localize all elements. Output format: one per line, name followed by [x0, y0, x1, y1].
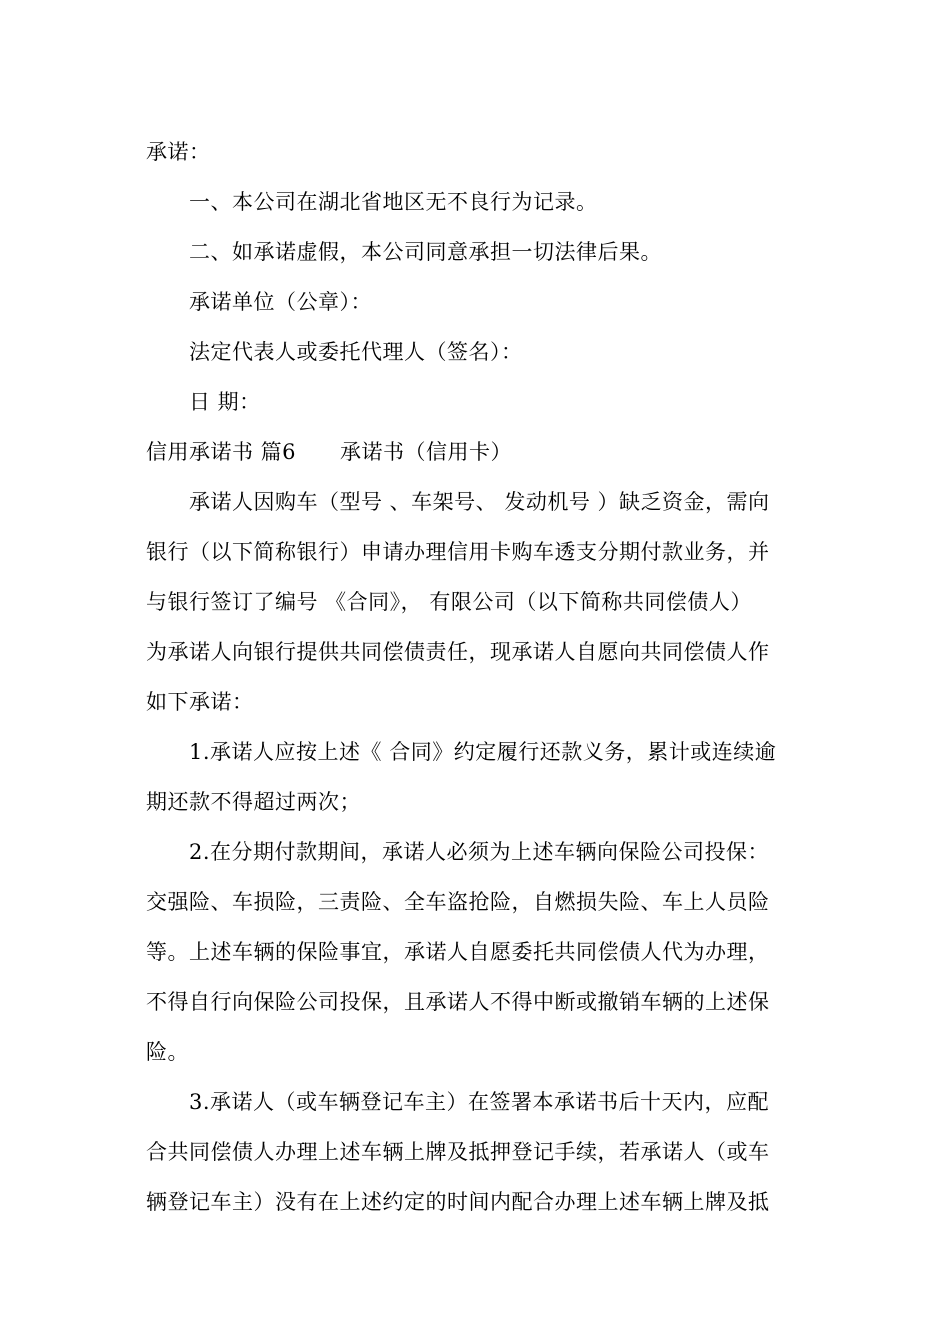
seal-line: 承诺单位（公章）：: [189, 290, 372, 314]
signature-line: 法定代表人或委托代理人（签名）：: [189, 340, 523, 364]
body-line: 与银行签订了编号 《合同》， 有限公司（以下简称共同偿债人）: [146, 590, 752, 614]
item-two-line: 等。上述车辆的保险事宜，承诺人自愿委托共同偿债人代为办理，: [146, 940, 770, 964]
item-three-line: 3.承诺人（或车辆登记车主）在签署本承诺书后十天内，应配: [189, 1090, 770, 1114]
clause-one: 一、本公司在湖北省地区无不良行为记录。: [189, 190, 598, 214]
item-two-line: 不得自行向保险公司投保，且承诺人不得中断或撤销车辆的上述保: [146, 990, 770, 1014]
body-line: 承诺人因购车（型号 、车架号、 发动机号 ）缺乏资金，需向: [189, 490, 770, 514]
body-line: 为承诺人向银行提供共同偿债责任，现承诺人自愿向共同偿债人作: [146, 640, 770, 664]
item-one-line: 期还款不得超过两次；: [146, 790, 361, 814]
commitment-label: 承诺：: [146, 140, 211, 164]
section-heading-left: 信用承诺书 篇6: [146, 440, 297, 464]
item-three-line: 辆登记车主）没有在上述约定的时间内配合办理上述车辆上牌及抵: [146, 1190, 770, 1214]
body-line: 如下承诺：: [146, 690, 254, 714]
item-two-line: 险。: [146, 1040, 189, 1064]
item-two-line: 交强险、车损险，三责险、全车盗抢险，自燃损失险、车上人员险: [146, 890, 770, 914]
clause-two: 二、如承诺虚假，本公司同意承担一切法律后果。: [189, 240, 662, 264]
item-three-line: 合共同偿债人办理上述车辆上牌及抵押登记手续，若承诺人（或车: [146, 1140, 770, 1164]
body-line: 银行（以下简称银行）申请办理信用卡购车透支分期付款业务，并: [146, 540, 770, 564]
date-line: 日 期：: [189, 390, 261, 414]
item-one-line: 1.承诺人应按上述《 合同》约定履行还款义务，累计或连续逾: [189, 740, 777, 764]
section-heading: [146, 437, 816, 467]
item-two-line: 2.在分期付款期间，承诺人必须为上述车辆向保险公司投保：: [189, 840, 770, 864]
section-heading-right: 承诺书（信用卡）: [340, 440, 513, 464]
